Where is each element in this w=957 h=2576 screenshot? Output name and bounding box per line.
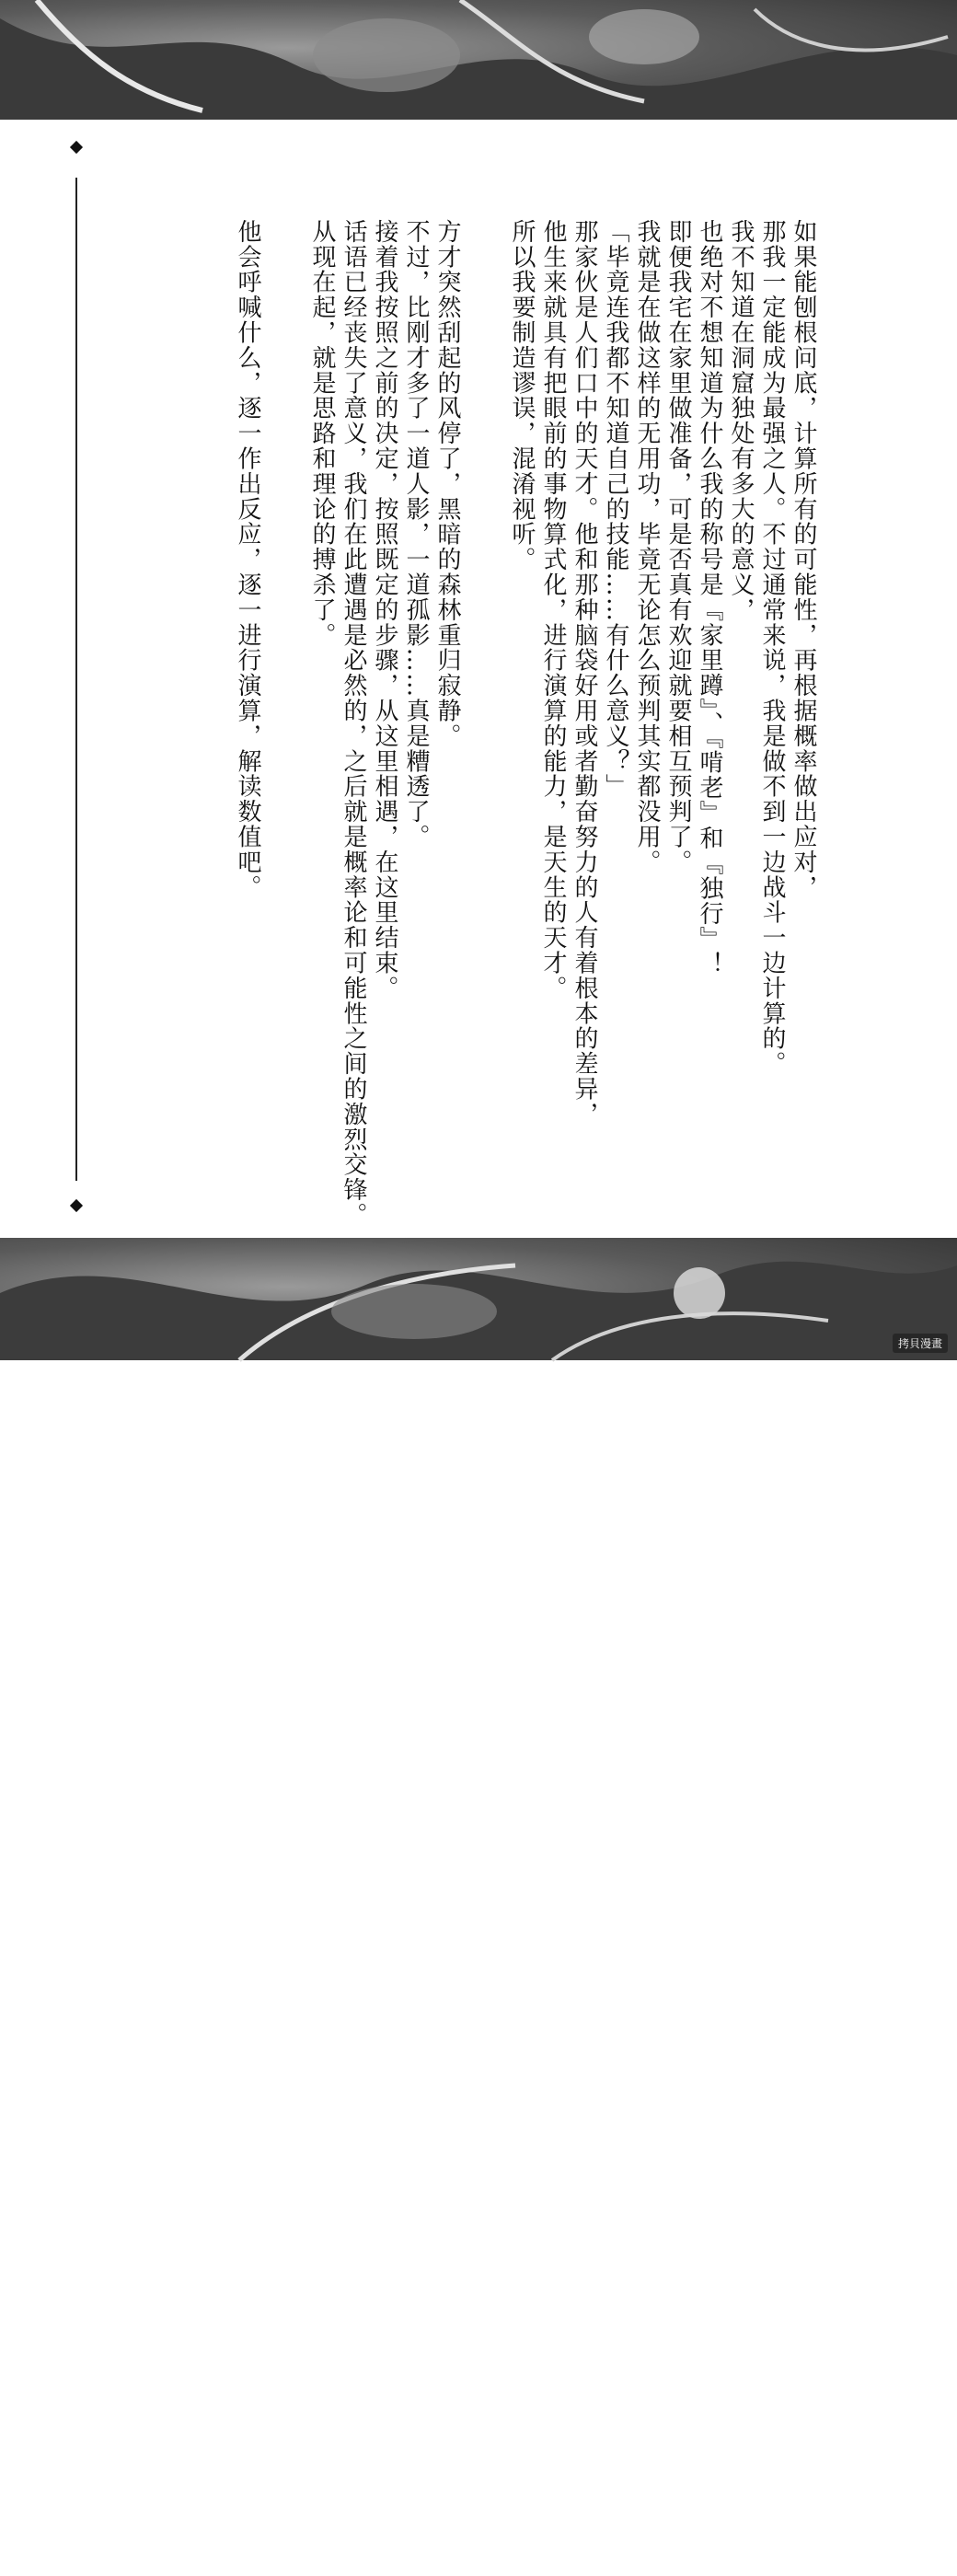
text-column: 如果能刨根问底，计算所有的可能性，再根据概率做出应对， [790,219,817,900]
text-column: 那我一定能成为最强之人。不过通常来说，我是做不到一边战斗一边计算的。 [758,219,786,1077]
text-column: 我不知道在洞窟独处有多大的意义， [727,219,755,623]
text-column: 我就是在做这样的无用功，毕竟无论怎么预判其实都没用。 [633,219,661,875]
text-column: 「毕竟连我都不知道自己的技能……有什么意义？」 [602,219,629,800]
paragraph-gap [263,219,306,1158]
series-title-line: ISEKAI [74,2538,132,2556]
text-column: 方才突然刮起的风停了，黑暗的森林重归寂静。 [433,219,461,749]
series-title-logo [74,2499,239,2576]
vertical-text-body [138,219,819,1228]
vertical-divider-rule [75,178,77,1181]
text-column: 他生来就具有把眼前的事物算式化，进行演算的能力，是天生的天才。 [539,219,567,1001]
series-title-line: HITORI [74,2500,134,2517]
text-column: 也绝对不想知道为什么我的称号是『家里蹲』、『啃老』和『独行』！ [696,219,723,977]
text-column: 接着我按照之前的决定，按照既定的步骤，从这里相遇，在这里结束。 [371,219,398,1001]
foliage-illustration-top [0,0,957,120]
text-column: 话语已经丧失了意义，我们在此遭遇是必然的，之后就是概率论和可能性之间的激烈交锋。 [340,219,367,1228]
ornament-diamond-top [70,141,83,154]
site-watermark: 拷貝漫畫 [893,1334,948,1353]
text-column: 所以我要制造谬误，混淆视听。 [508,219,536,572]
paragraph-gap [463,219,506,1158]
ornament-diamond-bottom [70,1199,83,1212]
series-title-line: BOCCHI NO [74,2519,171,2536]
text-column: 从现在起，就是思路和理论的搏杀了。 [308,219,336,648]
text-column: 即便我宅在家里做准备，可是否真有欢迎就要相互预判了。 [664,219,692,875]
text-column: 他会呼喊什么，逐一作出反应，逐一进行演算，解读数值吧。 [234,219,261,900]
text-column: 那家伙是人们口中的天才。他和那种脑袋好用或者勤奋努力的人有着根本的差异， [571,219,598,1127]
text-column: 不过，比刚才多了一道人影，一道孤影……真是糟透了。 [402,219,430,849]
foliage-illustration-bottom [0,1238,957,1360]
series-title-line: KOURYAKU [74,2558,167,2575]
bottom-illustration-band [0,1238,957,2575]
top-illustration-band [0,0,957,120]
